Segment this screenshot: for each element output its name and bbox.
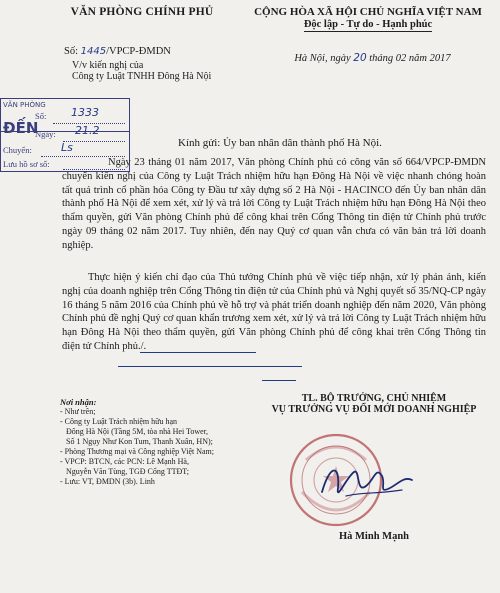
stamp-so-label: Số: [35, 111, 47, 121]
document-date [260, 52, 485, 64]
issuing-organization [58, 6, 226, 18]
document-number [64, 46, 171, 57]
signer-name: Hà Minh Mạnh [338, 531, 409, 542]
org-name: VĂN PHÒNG CHÍNH PHỦ [70, 6, 214, 18]
paragraph-1: Ngày 23 tháng 01 năm 2017, Văn phòng Chính phủ có công văn số 664/VPCP-ĐMDN chuyển kiến nghị của Công ty Luật Trách nhiệm hữu hạn Đông Hà Nội về việc nhanh chóng hoàn tất quá trình cổ phần hóa Công ty Đầu tư xây dựng số 2 Hà Nội - HACINCO đến Ủy ban nhân dân thành phố Hà Nội để xem xét, xử lý và trả lời Công ty Luật Trách nhiệm hữu hạn Đông Hà Nội theo thẩm quyền, gửi Văn phòng Chính phủ để công khai trên Cổng Thông tin điện tử Chính phủ trước ngày 09 tháng 02 năm 2017. Tuy nhiên, đến nay Quý cơ quan vẫn chưa có văn bản trả lời doanh nghiệp. [62, 157, 486, 251]
signature-block [255, 393, 493, 415]
stamp-chuyen-label: Chuyển: [3, 145, 32, 155]
recipient-item: - Phòng Thương mại và Công nghiệp Việt Nam; [60, 447, 214, 456]
recipient-item: Nguyễn Văn Tùng, TGĐ Cổng TTĐT; [66, 467, 189, 476]
stamp-ngay-label: Ngày: [35, 129, 56, 139]
motto-underline [304, 31, 432, 32]
recipient-item: Số 1 Ngụy Như Kon Tum, Thanh Xuân, HN); [66, 437, 213, 446]
subject-line [72, 60, 272, 82]
salutation: Kính gửi: Ủy ban nhân dân thành phố Hà Nội. [178, 137, 382, 149]
paragraph-2: Thực hiện ý kiến chỉ đạo của Thủ tướng Chính phủ về việc tiếp nhận, xử lý phản ánh, kiến nghị của doanh nghiệp trên Cổng Thông tin điện tử của Chính phủ và Nghị quyết số 35/NQ-CP ngày 16 tháng 5 năm 2016 của Chính phủ về hỗ trợ và phát triển doanh nghiệp đến năm 2020, Văn phòng Chính phủ đề nghị Quý cơ quan khẩn trương xem xét, xử lý và trả lời Công ty Luật Trách nhiệm hữu hạn Đông Hà Nội theo thẩm quyền, gửi Văn phòng Chính phủ để công khai trên Cổng Thông tin điện tử Chính phủ./. [62, 272, 486, 352]
signer-title-1: TL. BỘ TRƯỞNG, CHỦ NHIỆM [301, 393, 447, 404]
number-label: Số: [64, 46, 79, 57]
recipient-item: - Công ty Luật Trách nhiệm hữu hạn [60, 417, 177, 426]
pen-underline-3 [262, 380, 296, 381]
recipients-list [60, 407, 268, 487]
subject-line-2: Công ty Luật TNHH Đông Hà Nội [72, 71, 212, 82]
country-name: CỘNG HÒA XÃ HỘI CHỦ NGHĨA VIỆT NAM [254, 6, 482, 18]
date-suffix: tháng 02 năm 2017 [369, 53, 451, 64]
recipient-item: Đông Hà Nội (Tầng 5M, tòa nhà Hei Tower, [66, 427, 209, 436]
handwritten-signature-icon [316, 458, 416, 508]
recipient-item: - Lưu: VT, ĐMDN (3b). Linh [60, 477, 155, 486]
recipients-block [60, 397, 268, 487]
stamp-ngay-value: 21.2 [75, 124, 100, 137]
stamp-den: ĐẾN [3, 119, 39, 137]
stamp-org: VĂN PHÒNG [3, 101, 46, 109]
pen-underline-1 [140, 352, 256, 353]
pen-underline-2 [118, 366, 302, 367]
recipient-item: - Như trên; [60, 407, 96, 416]
date-prefix: Hà Nội, ngày [294, 53, 351, 64]
subject-line-1: V/v kiến nghị của [72, 60, 144, 71]
national-header [238, 6, 498, 32]
date-day: 20 [353, 52, 367, 64]
recipient-item: - VPCP: BTCN, các PCN: Lê Mạnh Hà, [60, 457, 189, 466]
signer-title-2: VỤ TRƯỞNG VỤ ĐỔI MỚI DOANH NGHIỆP [271, 404, 477, 415]
number-suffix: /VPCP-ĐMDN [106, 46, 171, 57]
recipients-title: Nơi nhận: [60, 397, 97, 407]
national-motto: Độc lập - Tự do - Hạnh phúc [303, 19, 433, 30]
stamp-luu-label: Lưu hồ sơ số: [3, 159, 50, 169]
stamp-chuyen-value: Ls [61, 141, 73, 154]
handwritten-number: 1445 [80, 46, 107, 57]
stamp-so-value: 1333 [71, 106, 99, 119]
